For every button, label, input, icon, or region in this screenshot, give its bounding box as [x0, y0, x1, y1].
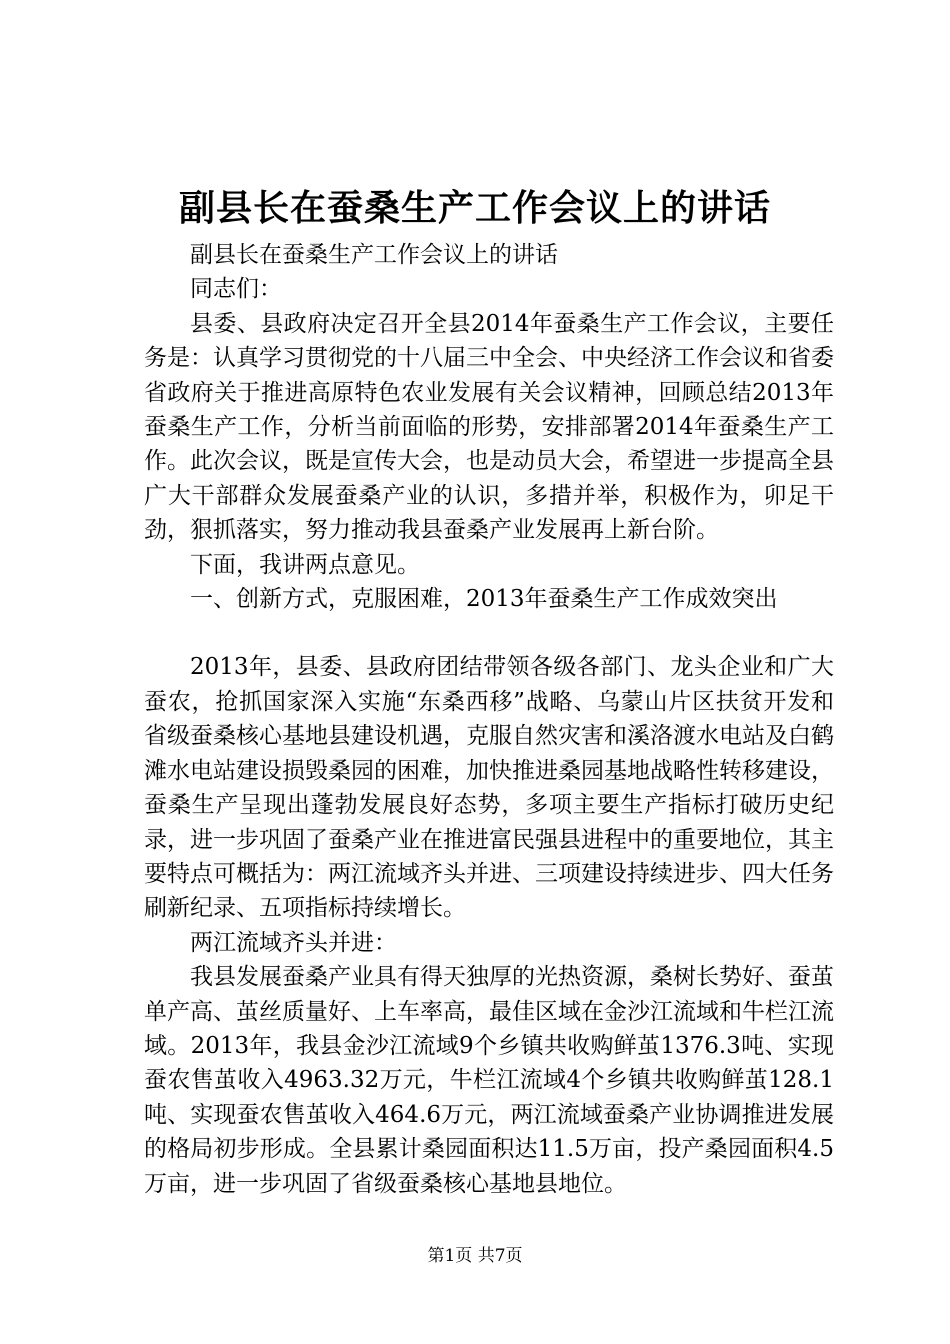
paragraph-two-rivers: 我县发展蚕桑产业具有得天独厚的光热资源，桑树长势好、蚕茧单产高、茧丝质量好、上车率高，最佳区域在金沙江流域和牛栏江流域。2013年，我县金沙江流域9个乡镇共收购鲜茧1376.3吨、实现蚕农售茧收入4963.32万元，牛栏江流域4个乡镇共收购鲜茧128.1吨、实现蚕农售茧收入464.6万元，两江流域蚕桑产业协调推进发展的格局初步形成。全县累计桑园面积达11.5万亩，投产桑园面积4.5万亩，进一步巩固了省级蚕桑核心基地县地位。 — [144, 964, 834, 1197]
paragraph-transition: 下面，我讲两点意见。 — [190, 551, 420, 578]
paragraph-intro: 县委、县政府决定召开全县2014年蚕桑生产工作会议，主要任务是：认真学习贯彻党的十八届三中全会、中央经济工作会议和省委省政府关于推进高原特色农业发展有关会议精神，回顾总结2013年蚕桑生产工作，分析当前面临的形势，安排部署2014年蚕桑生产工作。此次会议，既是宣传大会，也是动员大会，希望进一步提高全县广大干部群众发展蚕桑产业的认识，多措并举，积极作为，卯足干劲，狠抓落实，努力推动我县蚕桑产业发展再上新台阶。 — [144, 310, 834, 544]
document-body — [144, 238, 834, 1201]
paragraph-gap — [144, 616, 834, 650]
paragraph-2013-summary: 2013年，县委、县政府团结带领各级各部门、龙头企业和广大蚕农，抢抓国家深入实施“东桑西移”战略、乌蒙山片区扶贫开发和省级蚕桑核心基地县建设机遇，克服自然灾害和溪洛渡水电站及白鹤滩水电站建设损毁桑园的困难，加快推进桑园基地战略性转移建设，蚕桑生产呈现出蓬勃发展良好态势，多项主要生产指标打破历史纪录，进一步巩固了蚕桑产业在推进富民强县进程中的重要地位，其主要特点可概括为：两江流域齐头并进、三项建设持续进步、四大任务刷新纪录、五项指标持续增长。 — [144, 654, 834, 922]
subheading-two-rivers: 两江流域齐头并进： — [190, 929, 397, 956]
paragraph-salutation: 同志们： — [190, 276, 282, 303]
paragraph-subtitle: 副县长在蚕桑生产工作会议上的讲话 — [190, 242, 558, 268]
section-heading-1: 一、创新方式，克服困难，2013年蚕桑生产工作成效突出 — [190, 586, 778, 613]
page-footer: 第1页 共7页 — [427, 1246, 523, 1266]
document-title: 副县长在蚕桑生产工作会议上的讲话 — [178, 187, 771, 229]
